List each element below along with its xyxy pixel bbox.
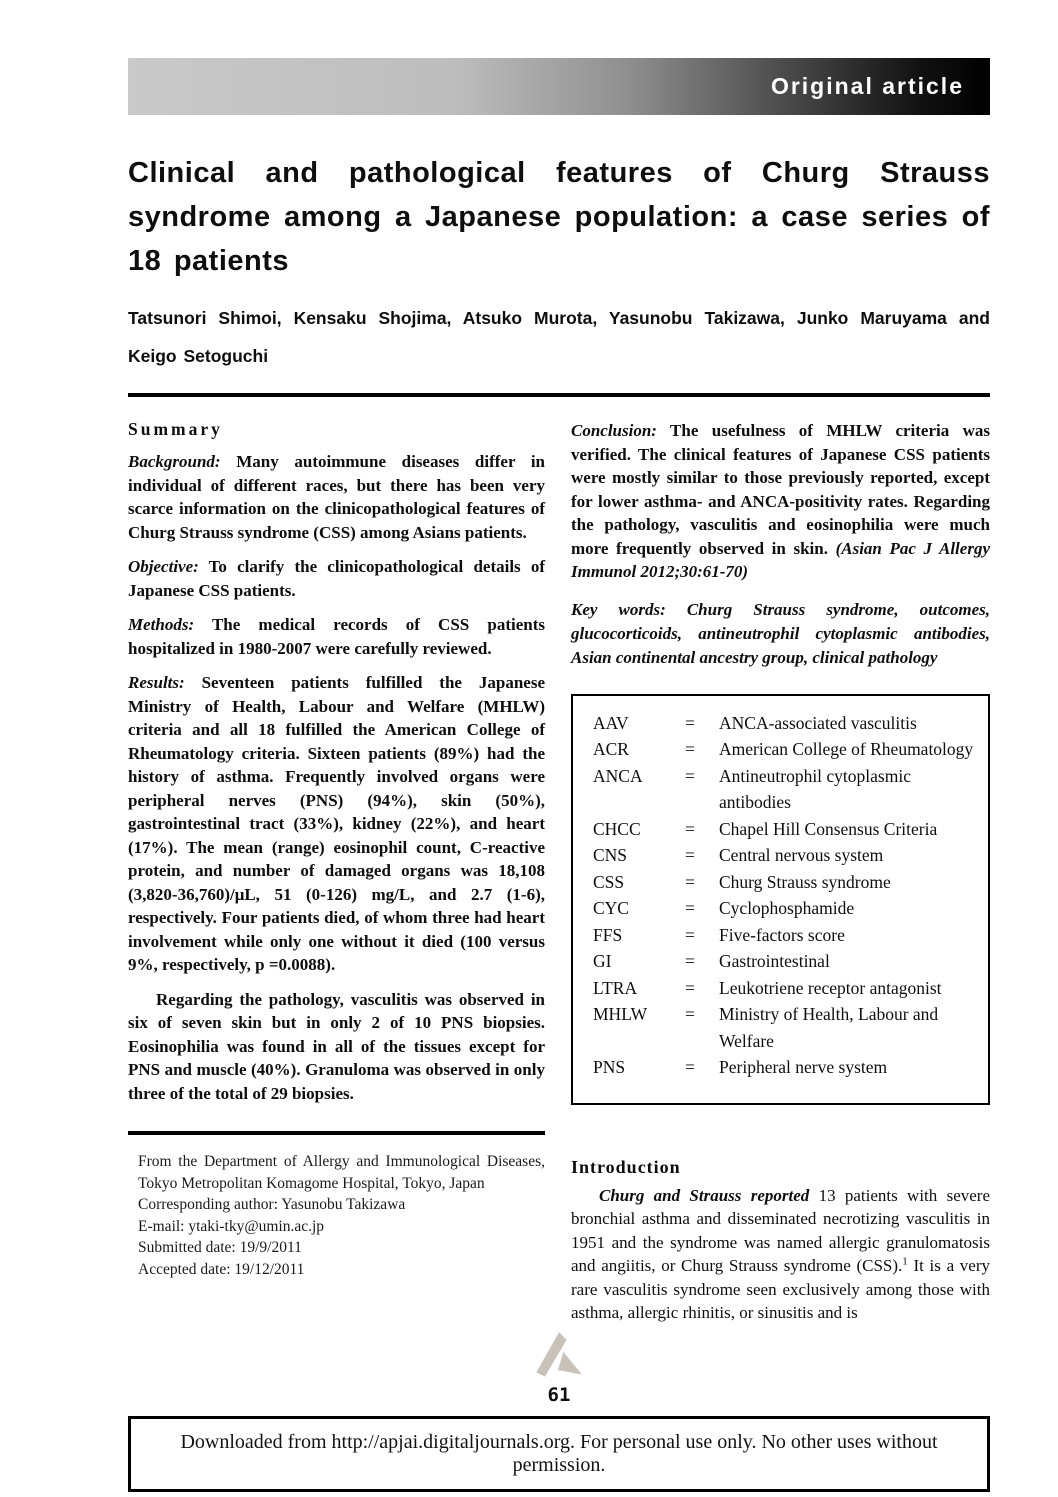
keywords-paragraph bbox=[571, 598, 990, 670]
introduction-heading: Introduction bbox=[571, 1156, 681, 1177]
abbrev-row bbox=[593, 710, 974, 737]
abbrev-row bbox=[593, 922, 974, 949]
abbrev-definition: Five-factors score bbox=[719, 924, 845, 945]
abbrev-row bbox=[593, 763, 974, 816]
abbrev-row bbox=[593, 842, 974, 869]
abstract-pathology: Regarding the pathology, vasculitis was observed in six of seven skin but in only 2 of 10 PNS biopsies. Eosinophilia was found in all of the tissues except for PNS and muscle (40%). Granuloma was observed in only three of the total of 29 biopsies. bbox=[128, 989, 545, 1103]
abstract-results bbox=[128, 671, 545, 977]
abstract-conclusion bbox=[571, 419, 990, 584]
journal-citation: (Asian Pac J Allergy Immunol 2012;30:61-70) bbox=[571, 538, 990, 581]
abbrev-definition: Antineutrophil cytoplasmic antibodies bbox=[719, 765, 911, 812]
corresponding-author-line: Corresponding author: Yasunobu Takizawa bbox=[138, 1196, 406, 1213]
abbrev-definition: Peripheral nerve system bbox=[719, 1057, 888, 1077]
abbrev-code: FFS bbox=[593, 924, 623, 945]
abbrev-code: GI bbox=[593, 951, 612, 971]
page-number: 61 bbox=[547, 1383, 571, 1406]
affiliation-line: From the Department of Allergy and Immunological Diseases, Tokyo Metropolitan Komagome Hospital, Tokyo, Japan bbox=[138, 1153, 545, 1192]
equals-sign: = bbox=[685, 712, 695, 733]
equals-sign: = bbox=[685, 951, 695, 971]
abbrev-code: AAV bbox=[593, 712, 629, 733]
abbrev-row bbox=[593, 869, 974, 896]
abbrev-definition: Chapel Hill Consensus Criteria bbox=[719, 818, 938, 839]
background-text: Many autoimmune diseases differ in individual of different races, but there has been very scarce information on the clinicopathological features of Churg Strauss syndrome (CSS) among Asians patients. bbox=[128, 452, 546, 542]
background-lead: Background: bbox=[128, 452, 221, 471]
abbrev-code: LTRA bbox=[593, 977, 638, 998]
summary-heading: Summary bbox=[128, 419, 223, 439]
conclusion-lead: Conclusion: bbox=[571, 421, 657, 440]
original-article-banner bbox=[128, 58, 990, 115]
abbreviations-box bbox=[571, 694, 990, 1105]
two-column-body bbox=[128, 419, 990, 1325]
left-column bbox=[128, 419, 545, 1325]
abbrev-row bbox=[593, 816, 974, 843]
abbrev-definition: Ministry of Health, Labour and Welfare bbox=[719, 1004, 939, 1051]
right-column bbox=[571, 419, 990, 1325]
objective-text: To clarify the clinicopathological details of Japanese CSS patients. bbox=[128, 557, 545, 600]
abbrev-row bbox=[593, 1001, 974, 1054]
footnote-text bbox=[128, 1151, 545, 1280]
accepted-date-line: Accepted date: 19/12/2011 bbox=[138, 1260, 305, 1278]
equals-sign: = bbox=[685, 1004, 695, 1024]
introduction-text-2: It is a very rare vasculitis syndrome seen exclusively among those with asthma, allergic rhinitis, or sinusitis and is bbox=[571, 1256, 991, 1322]
abbrev-definition: Central nervous system bbox=[719, 845, 884, 865]
equals-sign: = bbox=[685, 739, 695, 759]
introduction-text-1: 13 patients with severe bronchial asthma and disseminated necrotizing vasculitis in 1951 and the syndrome was named allergic granulomatosis and angiitis, or Churg Strauss syndrome (CSS). bbox=[571, 1185, 991, 1275]
equals-sign: = bbox=[685, 845, 695, 865]
methods-text: The medical records of CSS patients hospitalized in 1980-2007 were carefully reviewed. bbox=[128, 615, 545, 658]
journal-logo-icon bbox=[533, 1331, 585, 1384]
equals-sign: = bbox=[685, 765, 695, 786]
download-notice-text: Downloaded from http://apjai.digitaljournals.org. For personal use only. No other uses without permission. bbox=[180, 1430, 938, 1476]
abbrev-row bbox=[593, 736, 974, 763]
abbrev-code: ACR bbox=[593, 739, 629, 759]
reference-superscript: 1 bbox=[902, 1255, 908, 1268]
abbrev-row bbox=[593, 895, 974, 922]
author-footnote bbox=[128, 1131, 545, 1280]
abbrev-definition: Cyclophosphamide bbox=[719, 898, 855, 918]
download-notice-bar bbox=[128, 1416, 990, 1492]
abbrev-definition: Churg Strauss syndrome bbox=[719, 871, 891, 892]
authors-line: Tatsunori Shimoi, Kensaku Shojima, Atsuko Murota, Yasunobu Takizawa, Junko Maruyama and Keigo Setoguchi bbox=[128, 308, 990, 366]
introduction-paragraph bbox=[571, 1184, 990, 1325]
page-footer bbox=[128, 1331, 990, 1406]
results-text: Seventeen patients fulfilled the Japanese Ministry of Health, Labour and Welfare (MHLW) criteria and all 18 fulfilled the American College of Rheumatology criteria. Sixteen patients (89%) had the history of asthma. Frequently involved organs were peripheral nerves (PNS) (94%), skin (50%), gastrointestinal tract (33%), kidney (22%), and heart (17%). The mean (range) eosinophil count, C-reactive protein, and number of damaged organs was 18,108 (3,820-36,760)/μL, 51 (0-126) mg/L, and 2.7 (1-6), respectively. Four patients died, of whom three had heart involvement while only one without it died (100 versus 9%, respectively, p =0.0088). bbox=[128, 673, 545, 974]
abbrev-code: CNS bbox=[593, 845, 628, 865]
article-title: Clinical and pathological features of Churg Strauss syndrome among a Japanese population: a case series of 18 patients bbox=[128, 157, 990, 277]
methods-lead: Methods: bbox=[128, 615, 195, 634]
abbrev-code: PNS bbox=[593, 1057, 626, 1077]
keywords-lead: Key words: bbox=[571, 599, 666, 619]
abbrev-code: CHCC bbox=[593, 818, 641, 839]
equals-sign: = bbox=[685, 818, 695, 839]
introduction-lead: Churg and Strauss reported bbox=[599, 1185, 810, 1205]
abstract-background bbox=[128, 450, 545, 544]
equals-sign: = bbox=[685, 1057, 695, 1077]
equals-sign: = bbox=[685, 977, 695, 998]
abbrev-row bbox=[593, 975, 974, 1002]
abstract-objective bbox=[128, 555, 545, 602]
abbrev-definition: ANCA-associated vasculitis bbox=[719, 712, 917, 733]
abbrev-code: CYC bbox=[593, 898, 629, 918]
abbrev-code: MHLW bbox=[593, 1004, 648, 1024]
abbrev-row bbox=[593, 948, 974, 975]
banner-label: Original article bbox=[770, 73, 964, 99]
keywords-text: Churg Strauss syndrome, outcomes, glucocorticoids, antineutrophil cytoplasmic antibodies, Asian continental ancestry group, clinical pathology bbox=[571, 599, 991, 667]
email-line: E-mail: ytaki-tky@umin.ac.jp bbox=[138, 1217, 325, 1235]
equals-sign: = bbox=[685, 898, 695, 918]
abbrev-row bbox=[593, 1054, 974, 1081]
title-divider bbox=[128, 393, 990, 397]
equals-sign: = bbox=[685, 871, 695, 892]
abbrev-code: ANCA bbox=[593, 765, 643, 786]
abbrev-definition: Leukotriene receptor antagonist bbox=[719, 977, 942, 998]
abbrev-definition: Gastrointestinal bbox=[719, 951, 830, 971]
equals-sign: = bbox=[685, 924, 695, 945]
results-lead: Results: bbox=[128, 673, 185, 692]
footnote-divider bbox=[128, 1131, 545, 1135]
abbrev-code: CSS bbox=[593, 871, 625, 892]
conclusion-text: The usefulness of MHLW criteria was verified. The clinical features of Japanese CSS patients were mostly similar to those previously reported, except for lower asthma- and ANCA-positivity rates. Regarding the pathology, vasculitis and eosinophilia were much more frequently observed in skin. bbox=[571, 421, 990, 558]
abstract-methods bbox=[128, 613, 545, 660]
abbrev-definition: American College of Rheumatology bbox=[719, 739, 974, 759]
objective-lead: Objective: bbox=[128, 557, 199, 576]
submitted-date-line: Submitted date: 19/9/2011 bbox=[138, 1239, 302, 1256]
